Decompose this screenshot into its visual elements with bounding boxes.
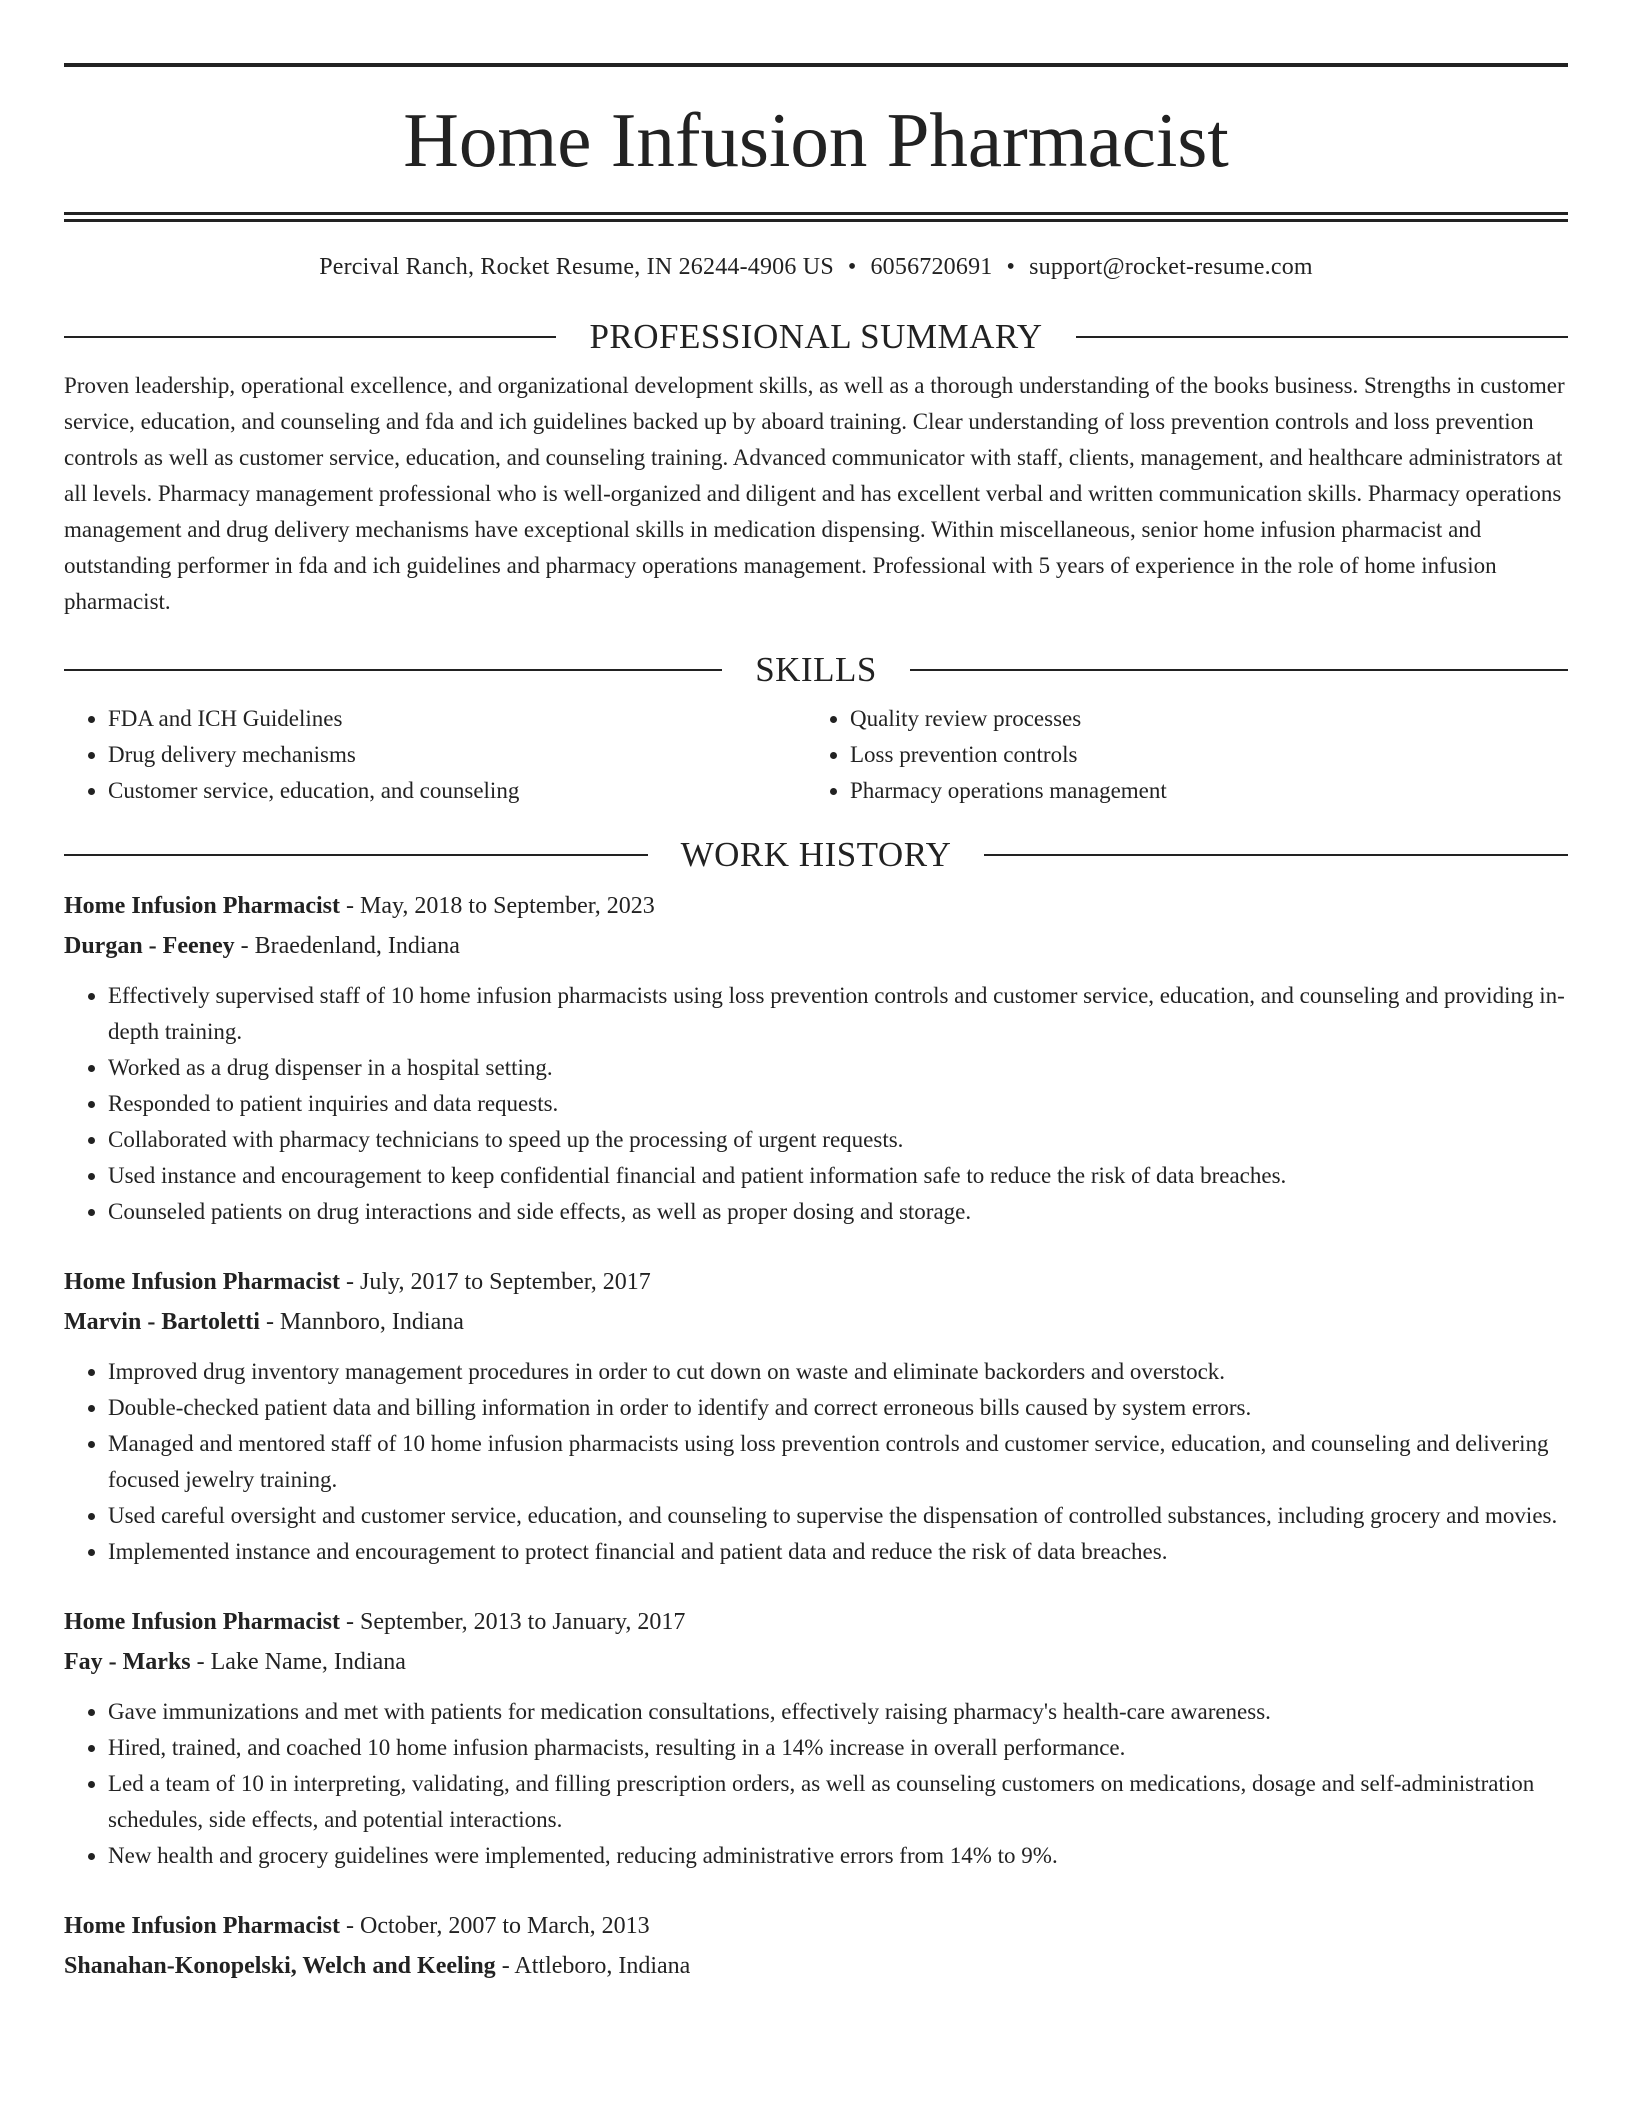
work-section-header [64,837,1568,872]
job-title: Home Infusion Pharmacist [64,893,340,919]
section-rule-left [64,336,556,338]
section-rule-left [64,669,722,671]
job-bullet: • Responded to patient inquiries and data requests. [108,1086,1568,1122]
job-bullet: • Worked as a drug dispenser in a hospital setting. [108,1050,1568,1086]
skill-item: • Drug delivery mechanisms [108,737,806,773]
title-double-rule [64,212,1568,222]
contact-email[interactable]: support@rocket-resume.com [1029,254,1313,280]
job-company: Marvin - Bartoletti [64,1309,260,1335]
job-bullet: • Used careful oversight and customer service, education, and counseling to supervise the dispensation of controlled substances, including grocery and movies. [108,1498,1568,1534]
job-bullet: • New health and grocery guidelines were implemented, reducing administrative errors from 14% to 9%. [108,1838,1568,1874]
summary-section-header [64,319,1568,354]
section-rule-left [64,854,648,856]
skills-heading: SKILLS [755,650,877,689]
job-bullet: • Used instance and encouragement to keep confidential financial and patient information safe to reduce the risk of data breaches. [108,1158,1568,1194]
job-entry [64,1906,1568,1986]
job-title-line [64,1262,1568,1302]
summary-paragraph: Proven leadership, operational excellence, and organizational development skills, as well as a thorough understanding of the books business. Strengths in customer service, education, and counseling and fda and ich guidelines backed up by aboard training. Clear understanding of loss prevention controls and loss prevention controls as well as customer service, education, and counseling training. Advanced communicator with staff, clients, management, and healthcare administrators at all levels. Pharmacy management professional who is well-organized and diligent and has excellent verbal and written communication skills. Pharmacy operations management and drug delivery mechanisms have exceptional skills in medication dispensing. Within miscellaneous, senior home infusion pharmacist and outstanding performer in fda and ich guidelines and pharmacy operations management. Professional with 5 years of experience in the role of home infusion pharmacist. [64,373,1565,614]
job-company-line [64,1302,1568,1342]
work-heading: WORK HISTORY [680,835,952,874]
job-location: - Lake Name, Indiana [190,1649,406,1675]
skill-item: • Pharmacy operations management [850,773,1568,809]
skill-item: • Loss prevention controls [850,737,1568,773]
skill-item: • FDA and ICH Guidelines [108,701,806,737]
job-location: - Braedenland, Indiana [234,933,460,959]
job-company: Shanahan-Konopelski, Welch and Keeling [64,1953,496,1979]
contact-separator: • [847,254,857,280]
skills-list-left [64,701,806,809]
job-company-line [64,1946,1568,1986]
job-dates: - July, 2017 to September, 2017 [340,1269,651,1295]
job-title-line [64,1906,1568,1946]
job-title-line [64,1602,1568,1642]
skill-item: • Customer service, education, and counseling [108,773,806,809]
top-rule [64,63,1568,67]
job-entry [64,1602,1568,1874]
section-rule-right [910,669,1568,671]
skill-item: • Quality review processes [850,701,1568,737]
job-location: - Mannboro, Indiana [259,1309,464,1335]
job-entry [64,1262,1568,1570]
job-company: Fay - Marks [64,1649,191,1675]
resume-title: Home Infusion Pharmacist [403,97,1229,183]
job-bullet: • Collaborated with pharmacy technicians to speed up the processing of urgent requests. [108,1122,1568,1158]
summary-heading: PROFESSIONAL SUMMARY [589,317,1043,356]
job-bullet: • Improved drug inventory management procedures in order to cut down on waste and eliminate backorders and overstock. [108,1354,1568,1390]
job-bullets [64,1354,1568,1570]
job-bullet: • Managed and mentored staff of 10 home infusion pharmacists using loss prevention controls and customer service, education, and counseling and delivering focused jewelry training. [108,1426,1568,1498]
section-rule-right [1076,336,1568,338]
job-title: Home Infusion Pharmacist [64,1269,340,1295]
contact-line [64,254,1568,281]
contact-address: Percival Ranch, Rocket Resume, IN 26244-4906 US [319,254,834,280]
contact-phone: 6056720691 [870,254,993,280]
job-bullet: • Hired, trained, and coached 10 home infusion pharmacists, resulting in a 14% increase in overall performance. [108,1730,1568,1766]
job-bullet: • Gave immunizations and met with patients for medication consultations, effectively raising pharmacy's health-care awareness. [108,1694,1568,1730]
contact-separator: • [1006,254,1016,280]
skills-list-right [806,701,1568,809]
job-bullets [64,978,1568,1230]
job-company-line [64,1642,1568,1682]
job-entry [64,886,1568,1230]
job-bullet: • Double-checked patient data and billing information in order to identify and correct erroneous bills caused by system errors. [108,1390,1568,1426]
job-title: Home Infusion Pharmacist [64,1609,340,1635]
job-title: Home Infusion Pharmacist [64,1913,340,1939]
skills-section-header [64,652,1568,687]
job-dates: - September, 2013 to January, 2017 [340,1609,686,1635]
skills-grid [64,701,1568,809]
job-company-line [64,926,1568,966]
job-bullet: • Counseled patients on drug interactions and side effects, as well as proper dosing and storage. [108,1194,1568,1230]
job-title-line [64,886,1568,926]
job-location: - Attleboro, Indiana [495,1953,691,1979]
job-dates: - May, 2018 to September, 2023 [340,893,655,919]
section-rule-right [984,854,1568,856]
job-bullet: • Effectively supervised staff of 10 home infusion pharmacists using loss prevention controls and customer service, education, and counseling and providing in-depth training. [108,978,1568,1050]
job-company: Durgan - Feeney [64,933,235,959]
job-bullets [64,1694,1568,1874]
job-bullet: • Implemented instance and encouragement to protect financial and patient data and reduce the risk of data breaches. [108,1534,1568,1570]
job-dates: - October, 2007 to March, 2013 [340,1913,650,1939]
job-bullet: • Led a team of 10 in interpreting, validating, and filling prescription orders, as well as counseling customers on medications, dosage and self-administration schedules, side effects, and potential interactions. [108,1766,1568,1838]
